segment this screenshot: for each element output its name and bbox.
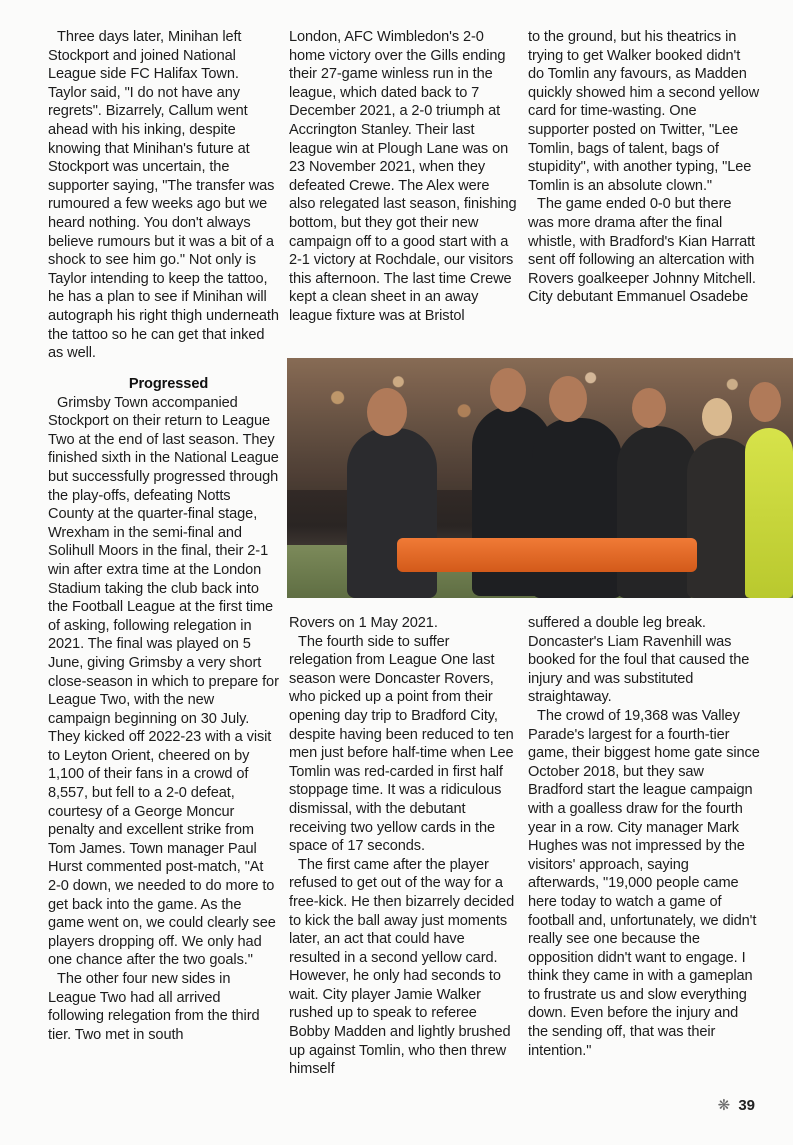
column-3-bottom (528, 614, 760, 1060)
paragraph: Grimsby Town accompanied Stockport on their return to League Two at the end of last season. They finished sixth in the National League but successfully progressed through the play-offs, defeating Notts County at the quarter-final stage, Wrexham in the semi-final and Solihull Moors in the final, their 2-1 win after extra time at the London Stadium taking the club back into the Football League at the first time of asking, following relegation in 2021. The final was played on 5 June, giving Grimsby a very short close-season in which to prepare for League Two, with the new campaign beginning on 30 July. They kicked off 2022-23 with a visit to Leyton Orient, cheered on by 1,100 of their fans in a crowd of 8,557, but fell to a 2-0 defeat, courtesy of a George Moncur penalty and excellent strike from Tom James. Town manager Paul Hurst commented post-match, "At 2-0 down, we needed to do more to get back into the game. As the game went on, we could clearly see players dropping off. We only had one chance after the two goals." (48, 394, 279, 969)
photo-head (632, 388, 666, 428)
column-2-top (289, 28, 517, 326)
photo-person (347, 428, 437, 598)
paragraph: The fourth side to suffer relegation from League One last season were Doncaster Rovers, who picked up a point from their opening day trip to Bradford City, despite having been reduced to ten men just before half-time when Lee Tomlin was red-carded in first half stoppage time. It was a ridiculous dismissal, with the debutant receiving two yellow cards in the space of 17 seconds. (289, 633, 514, 855)
paragraph: Three days later, Minihan left Stockport and joined National League side FC Halifax Town. Taylor said, "I do not have any regrets". Bizarrely, Callum went ahead with his inking, despite knowing that Minihan's future at Stockport was uncertain, the supporter saying, "The transfer was rumoured a few weeks ago but we heard nothing. You don't always believe rumours but it was a bit of a shock to see him go." Not only is Taylor intending to keep the tattoo, he has a plan to see if Minihan will autograph his right thigh underneath the tattoo so he can get that inked as well. (48, 29, 279, 362)
photo-head (490, 368, 526, 412)
photo-steward (745, 428, 793, 598)
photo-head (749, 382, 781, 422)
paragraph: The other four new sides in League Two had all arrived following relegation from the third tier. Two met in south (48, 971, 260, 1043)
stretcher-photo (287, 358, 793, 598)
paragraph: London, AFC Wimbledon's 2-0 home victory over the Gills ending their 27-game winless run in the league, which dated back to 7 December 2021, a 2-0 triumph at Accrington Stanley. Their last league win at Plough Lane was on 23 November 2021, when they defeated Crewe. The Alex were also relegated last season, finishing bottom, but they got their new campaign off to a good start with a 2-1 victory at Rochdale, our visitors this afternoon. The last time Crewe kept a clean sheet in an away league fixture was at Bristol (289, 29, 517, 324)
page-footer (718, 1096, 755, 1114)
paragraph: The crowd of 19,368 was Valley Parade's largest for a fourth-tier game, their biggest home gate since October 2018, but they saw Bradford start the league campaign with a goalless draw for the fourth year in a row. City manager Mark Hughes was not impressed by the visitors' approach, saying afterwards, "19,000 people came here today to watch a game of football and, unfortunately, we didn't really see one because the opposition didn't want to engage. I think they came in with a gameplan to frustrate us and slow everything down. Even before the injury and the sending off, that was their intention." (528, 707, 760, 1059)
paragraph: The game ended 0-0 but there was more drama after the final whistle, with Bradford's Kian Harratt sent off following an altercation with Rovers goalkeeper Johnny Mitchell. City debutant Emmanuel Osadebe (528, 196, 756, 306)
photo-head (702, 398, 732, 436)
column-2-bottom (289, 614, 515, 1079)
page-number: 39 (738, 1097, 755, 1114)
photo-head (549, 376, 587, 422)
column-1-bottom (48, 375, 280, 1044)
column-3-top (528, 28, 760, 307)
section-subheading: Progressed (128, 376, 209, 392)
paragraph: suffered a double leg break. Doncaster's Liam Ravenhill was booked for the foul that caused the injury and was substituted straightaway. (528, 615, 750, 706)
paragraph: The first came after the player refused to get out of the way for a free-kick. He then bizarrely decided to kick the ball away just moments later, an act that could have resulted in a second yellow card. However, he only had seconds to wait. City player Jamie Walker rushed up to speak to referee Bobby Madden and lightly brushed up against Tomlin, who then threw himself (289, 856, 515, 1078)
column-1-top (48, 28, 280, 363)
photo-person (617, 426, 697, 598)
club-crest-icon: ❋ (717, 1097, 731, 1114)
photo-stretcher (397, 538, 697, 572)
paragraph: to the ground, but his theatrics in trying to get Walker booked didn't do Tomlin any favours, as Madden quickly showed him a second yellow card for time-wasting. One supporter posted on Twitter, "Lee Tomlin, bags of talent, bags of stupidity", with another typing, "Lee Tomlin is an absolute clown." (528, 29, 760, 194)
photo-head (367, 388, 407, 436)
paragraph: Rovers on 1 May 2021. (289, 615, 438, 631)
